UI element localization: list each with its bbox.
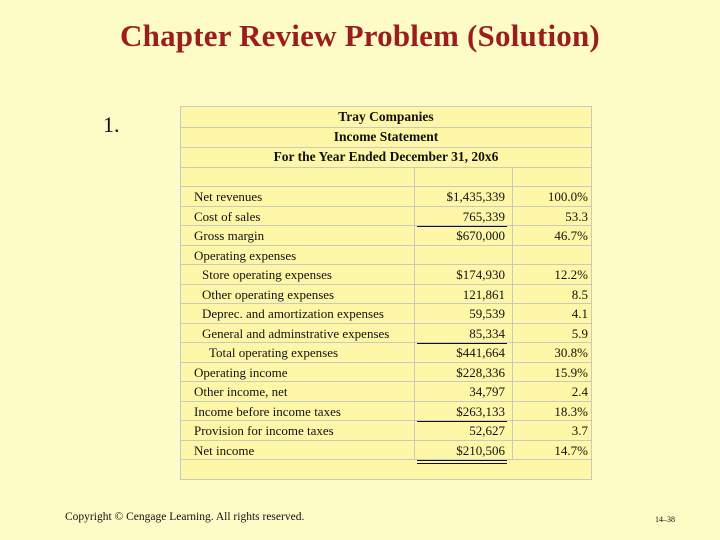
row-amount: $1,435,339: [446, 189, 505, 204]
row-amount: $441,664: [456, 345, 505, 360]
table-row: [181, 402, 591, 422]
row-percent: 53.3: [565, 208, 588, 224]
row-label: General and adminstrative expenses: [202, 325, 390, 341]
page-number: 14–38: [655, 515, 675, 524]
row-amount: $670,000: [456, 228, 505, 243]
row-amount: $174,930: [456, 267, 505, 282]
divider: [181, 167, 591, 168]
row-amount: $263,133: [456, 403, 505, 419]
table-row: [181, 441, 591, 461]
row-divider: [181, 459, 591, 460]
subtotal-rule: [417, 421, 507, 422]
row-label: Cost of sales: [194, 208, 261, 224]
table-row: [181, 265, 591, 285]
row-label: Net revenues: [194, 189, 263, 204]
row-percent: 100.0%: [547, 189, 588, 204]
row-label: Net income: [194, 442, 255, 458]
row-percent: 3.7: [571, 423, 588, 438]
divider: [181, 147, 591, 148]
table-row: [181, 226, 591, 246]
row-amount: 59,539: [469, 306, 505, 321]
table-row: [181, 187, 591, 207]
row-percent: 4.1: [571, 306, 588, 321]
row-label: Other operating expenses: [202, 286, 335, 302]
double-rule: [417, 460, 507, 461]
slide-title: Chapter Review Problem (Solution): [120, 18, 600, 53]
table-row: [181, 324, 591, 344]
row-percent: 8.5: [571, 286, 588, 302]
statement-name: Income Statement: [333, 129, 439, 144]
table-row: [181, 246, 591, 266]
row-percent: 5.9: [571, 325, 588, 341]
table-row: [181, 285, 591, 305]
row-label: Provision for income taxes: [194, 423, 334, 438]
table-row: [181, 363, 591, 383]
table-row: [181, 382, 591, 402]
row-label: Other income, net: [194, 384, 288, 399]
row-amount: $228,336: [456, 364, 505, 380]
row-percent: 30.8%: [554, 345, 588, 360]
row-label: Deprec. and amortization expenses: [202, 306, 384, 321]
statement-period: For the Year Ended December 31, 20x6: [273, 149, 499, 164]
table-row: [181, 304, 591, 324]
row-label: Store operating expenses: [202, 267, 332, 282]
row-label: Total operating expenses: [209, 345, 339, 360]
row-label: Gross margin: [194, 228, 265, 243]
copyright-notice: Copyright © Cengage Learning. All rights reserved.: [65, 511, 305, 523]
problem-number: 1.: [103, 112, 120, 137]
table-row: [181, 421, 591, 441]
table-row: [181, 343, 591, 363]
row-amount: 121,861: [462, 286, 505, 302]
company-name: Tray Companies: [338, 109, 434, 124]
subtotal-rule: [417, 226, 507, 227]
double-rule: [417, 463, 507, 464]
row-amount: 765,339: [462, 208, 505, 224]
subtotal-rule: [417, 343, 507, 344]
row-amount: 85,334: [469, 325, 505, 341]
table-row: [181, 207, 591, 227]
income-statement-table: [180, 106, 592, 480]
row-percent: 15.9%: [554, 364, 588, 380]
row-label: Operating expenses: [194, 247, 297, 263]
divider: [181, 127, 591, 128]
row-amount: 52,627: [469, 423, 505, 438]
row-amount: 34,797: [469, 384, 505, 399]
row-percent: 12.2%: [554, 267, 588, 282]
row-percent: 2.4: [571, 384, 588, 399]
row-percent: 46.7%: [554, 228, 588, 243]
row-amount: $210,506: [456, 442, 505, 458]
row-percent: 18.3%: [554, 403, 588, 419]
row-percent: 14.7%: [554, 442, 588, 458]
row-label: Operating income: [194, 364, 288, 380]
row-label: Income before income taxes: [194, 403, 341, 419]
